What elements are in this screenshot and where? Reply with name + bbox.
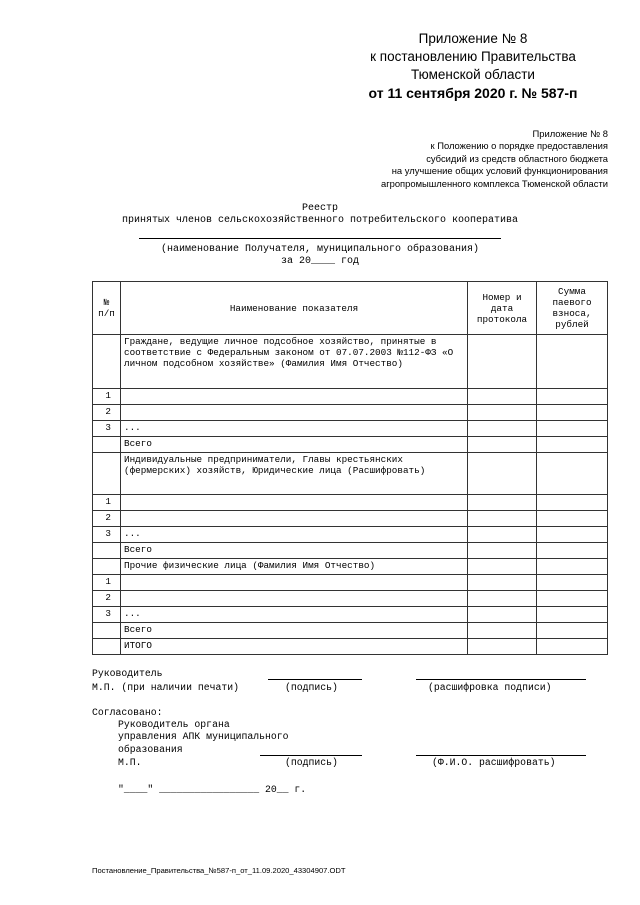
table-row: 1 [93, 389, 608, 405]
agency-line-3: образования [118, 744, 183, 755]
decoding-hint: (расшифровка подписи) [428, 682, 552, 693]
col-name-header: Наименование показателя [121, 282, 468, 335]
section-title: Прочие физические лица (Фамилия Имя Отчество) [121, 559, 468, 575]
signature-hint: (подпись) [285, 682, 338, 693]
document-subtitle: принятых членов сельскохозяйственного потребительского кооператива [121, 215, 519, 226]
table-row: 2 [93, 405, 608, 421]
stamp-label: М.П. (при наличии печати) [92, 682, 239, 693]
register-table [92, 281, 608, 655]
annex-line-3: на улучшение общих условий функционирования [391, 165, 608, 177]
annex-line-1: к Положению о порядке предоставления [430, 140, 608, 152]
decree-header [273, 30, 593, 102]
table-row: 2 [93, 511, 608, 527]
grand-total-row: ИТОГО [93, 639, 608, 655]
year-line: за 20____ год [280, 256, 359, 267]
table-row: 3 ... [93, 421, 608, 437]
agency-signature-line [260, 755, 362, 756]
section-title: Граждане, ведущие личное подсобное хозяйство, принятые в соответствие с Федеральным законом от 07.07.2003 №112-ФЗ «О личном подсобном хозяйстве» (Фамилия Имя Отчество) [121, 335, 468, 389]
decoding-line [416, 679, 586, 680]
head-label: Руководитель [92, 668, 163, 679]
recipient-hint: (наименование Получателя, муниципального образования) [160, 244, 480, 255]
section-title-row [93, 335, 608, 389]
decree-ref: к постановлению Правительства [370, 49, 576, 64]
table-row: 1 [93, 575, 608, 591]
total-row: Всего [93, 437, 608, 453]
fio-hint: (Ф.И.О. расшифровать) [432, 757, 556, 768]
table-row: 3 ... [93, 607, 608, 623]
agency-line-2: управления АПК муниципального [118, 731, 289, 742]
file-name-footer: Постановление_Правительства_№587-п_от_11.09.2020_43304907.ODT [92, 866, 346, 875]
agency-line-1: Руководитель органа [118, 719, 230, 730]
section-title: Индивидуальные предприниматели, Главы крестьянских (фермерских) хозяйств, Юридические лица (Расшифровать) [121, 453, 468, 495]
signature-line [268, 679, 362, 680]
recipient-blank-line [139, 228, 501, 239]
agency-signature-hint: (подпись) [285, 757, 338, 768]
appendix-label: Приложение № 8 [418, 31, 528, 46]
table-row: 2 [93, 591, 608, 607]
mp-label: М.П. [118, 757, 142, 768]
region-label: Тюменской области [411, 67, 535, 82]
agency-fio-line [416, 755, 586, 756]
total-row: Всего [93, 543, 608, 559]
table-header-row [93, 282, 608, 335]
decree-date-number: от 11 сентября 2020 г. № 587-п [368, 85, 578, 101]
annex-line-4: агропромышленного комплекса Тюменской области [381, 177, 608, 189]
total-row: Всего [93, 623, 608, 639]
col-num-header: № п/п [93, 282, 121, 335]
annex-header [381, 128, 608, 190]
table-row: 3 ... [93, 527, 608, 543]
col-protocol-header: Номер и дата протокола [468, 282, 537, 335]
date-line: "____" _________________ 20__ г. [118, 784, 307, 795]
table-row: 1 [93, 495, 608, 511]
section-title-row [93, 453, 608, 495]
section-title-row [93, 559, 608, 575]
col-sum-header: Сумма паевого взноса, рублей [537, 282, 608, 335]
annex-line-2: субсидий из средств областного бюджета [426, 152, 608, 164]
agreed-label: Согласовано: [92, 707, 163, 718]
document-title: Реестр [301, 203, 338, 214]
document-title-block [0, 203, 640, 268]
annex-title: Приложение № 8 [532, 128, 608, 139]
